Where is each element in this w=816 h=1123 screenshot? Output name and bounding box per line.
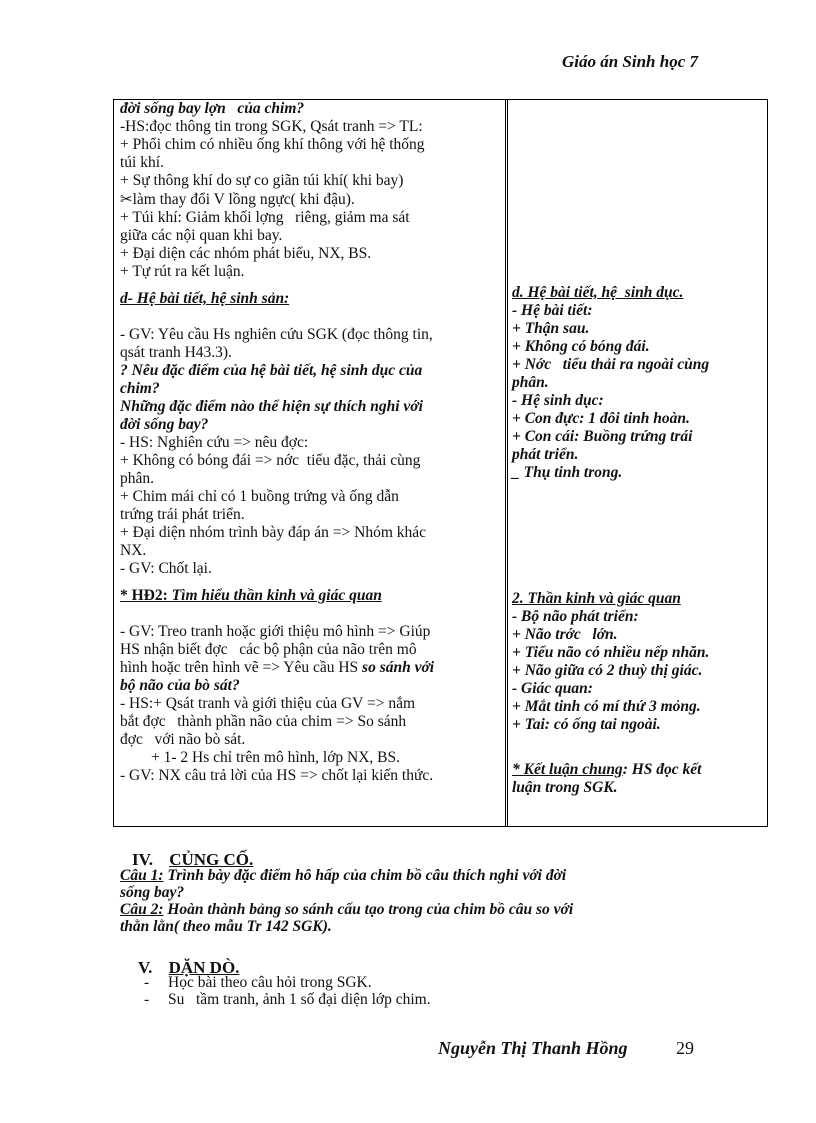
activity-line: đợc với não bò sát. [120,731,246,748]
activity-line: trứng trái phát triển. [120,506,245,523]
activities-column [120,100,500,785]
question-line: Những đặc điểm nào thể hiện sự thích nghi với [120,398,423,415]
content-line: - Bộ não phát triển: [512,608,639,625]
question-1-label: Câu 1: [120,867,164,884]
activity-line: + Túi khí: Giảm khối lợng riêng, giảm ma sát [120,209,410,226]
content-line: - Hệ bài tiết: [512,302,593,319]
question-line: bộ não của bò sát? [120,677,240,694]
question-1-text: Trình bày đặc điểm hô hấp của chim bồ câu thích nghi với đời [163,867,567,884]
homework-title: DẶN DÒ. [168,958,240,977]
question-2-label: Câu 2: [120,901,164,918]
author-signature: Nguyễn Thị Thanh Hồng [438,1038,628,1058]
homework-item-text: Học bài theo câu hỏi trong SGK. [168,974,372,991]
activity-line: + Chim mái chỉ có 1 buồng trứng và ống dẫn [120,488,399,505]
content-line: + Tiểu não có nhiều nếp nhăn. [512,644,710,661]
activity-line: + 1- 2 Hs chỉ trên mô hình, lớp NX, BS. [120,749,400,766]
content-line: _ Thụ tinh trong. [512,464,623,481]
activity-line: - HS: Nghiên cứu => nêu đợc: [120,434,309,451]
activity-line: - GV: Treo tranh hoặc giới thiệu mô hình => Giúp [120,623,431,640]
content-line: + Con cái: Buồng trứng trái [512,428,693,445]
content-line: + Não giữa có 2 thuỳ thị giác. [512,662,703,679]
question-1-cont: sống bay? [120,884,185,901]
activity-line: + Không có bóng đái => nớc tiểu đặc, thải cùng [120,452,421,469]
activity-line: HS nhận biết đợc các bộ phận của não trên mô [120,641,417,658]
conclusion-line [512,761,762,779]
activity-line: + Phổi chim có nhiều ống khí thông với hệ thống [120,136,425,153]
homework-item-text: Su tầm tranh, ảnh 1 số đại diện lớp chim. [168,991,431,1008]
question-line: ? Nêu đặc điểm của hệ bài tiết, hệ sinh dục của [120,362,423,379]
hd2-title: Tìm hiểu thần kinh và giác quan [171,587,382,604]
column-divider [505,100,508,826]
activity-text: hình hoặc trên hình vẽ => Yêu cầu HS [120,659,363,676]
page-number: 29 [676,1038,694,1058]
homework-item [144,974,372,991]
question-1 [120,867,680,884]
homework-item [144,991,431,1008]
consolidation-number: IV. [132,850,153,869]
question-2 [120,901,680,918]
list-bullet: - [144,974,150,991]
consolidation-questions [120,867,680,935]
consolidation-title: CỦNG CỐ. [169,850,254,869]
content-line: phân. [512,374,549,391]
content-line: + Không có bóng đái. [512,338,650,355]
activity-line: - GV: Yêu cầu Hs nghiên cứu SGK (đọc thông tin, [120,326,433,343]
activity-line: phân. [120,470,155,487]
section-heading-hd2 [120,587,500,605]
activity-emphasis: so sánh với [362,659,435,676]
conclusion-label: * Kết luận chung [512,761,623,778]
activity-line: + Tự rút ra kết luận. [120,263,245,280]
conclusion-line: luận trong SGK. [512,779,618,796]
content-line: phát triển. [512,446,579,463]
activity-line: + Đại diện các nhóm phát biểu, NX, BS. [120,245,372,262]
activity-line: túi khí. [120,154,164,171]
activity-line [120,190,500,209]
content-line: + Nớc tiểu thải ra ngoài cùng [512,356,710,373]
activity-line: qsát tranh H43.3). [120,344,232,361]
section-heading-excretory: d- Hệ bài tiết, hệ sinh sản: [120,290,290,307]
activity-line: bắt đợc thành phần não của chim => So sánh [120,713,407,730]
content-line: + Não trớc lớn. [512,626,618,643]
question-line: đời sống bay? [120,416,209,433]
document-header-title: Giáo án Sinh học 7 [561,52,698,71]
content-line: + Mắt tinh có mí thứ 3 mỏng. [512,698,701,715]
activity-line: - GV: NX câu trả lời của HS => chốt lại kiến thức. [120,767,434,784]
activity-line: -HS:đọc thông tin trong SGK, Qsát tranh => TL: [120,118,423,135]
activity-text: làm thay đổi V lồng ngực( khi đậu). [132,191,355,208]
activity-line: giữa các nội quan khi bay. [120,227,283,244]
section-heading-excretory-content: d. Hệ bài tiết, hệ sinh dục. [512,284,684,301]
content-line: + Thận sau. [512,320,590,337]
list-bullet: - [144,991,150,1008]
lesson-table [113,99,768,827]
hd2-label: * HĐ2: [120,587,172,604]
homework-number: V. [138,958,153,977]
question-line: chim? [120,380,160,397]
conclusion-text: : HS đọc kết [622,761,702,778]
activity-line: + Sự thông khí do sự co giãn túi khí( khi bay) [120,172,404,189]
activity-line: - HS:+ Qsát tranh và giới thiệu của GV => nắm [120,695,415,712]
section-heading-nervous: 2. Thần kinh và giác quan [512,590,681,607]
content-column [512,284,762,797]
content-line: - Hệ sinh dục: [512,392,604,409]
activity-line [120,659,500,677]
activity-line: NX. [120,542,147,559]
activity-line: - GV: Chốt lại. [120,560,212,577]
question-2-cont: thằn lằn( theo mẫu Tr 142 SGK). [120,918,332,935]
scissors-icon: ✂ [120,190,133,208]
content-line: - Giác quan: [512,680,593,697]
activity-line: + Đại diện nhóm trình bày đáp án => Nhóm khác [120,524,427,541]
question-2-text: Hoàn thành bảng so sánh cấu tạo trong của chim bồ câu so với [163,901,574,918]
activity-line: đời sống bay lợn của chim? [120,100,305,117]
content-line: + Tai: có ống tai ngoài. [512,716,661,733]
content-line: + Con đực: 1 đôi tinh hoàn. [512,410,690,427]
